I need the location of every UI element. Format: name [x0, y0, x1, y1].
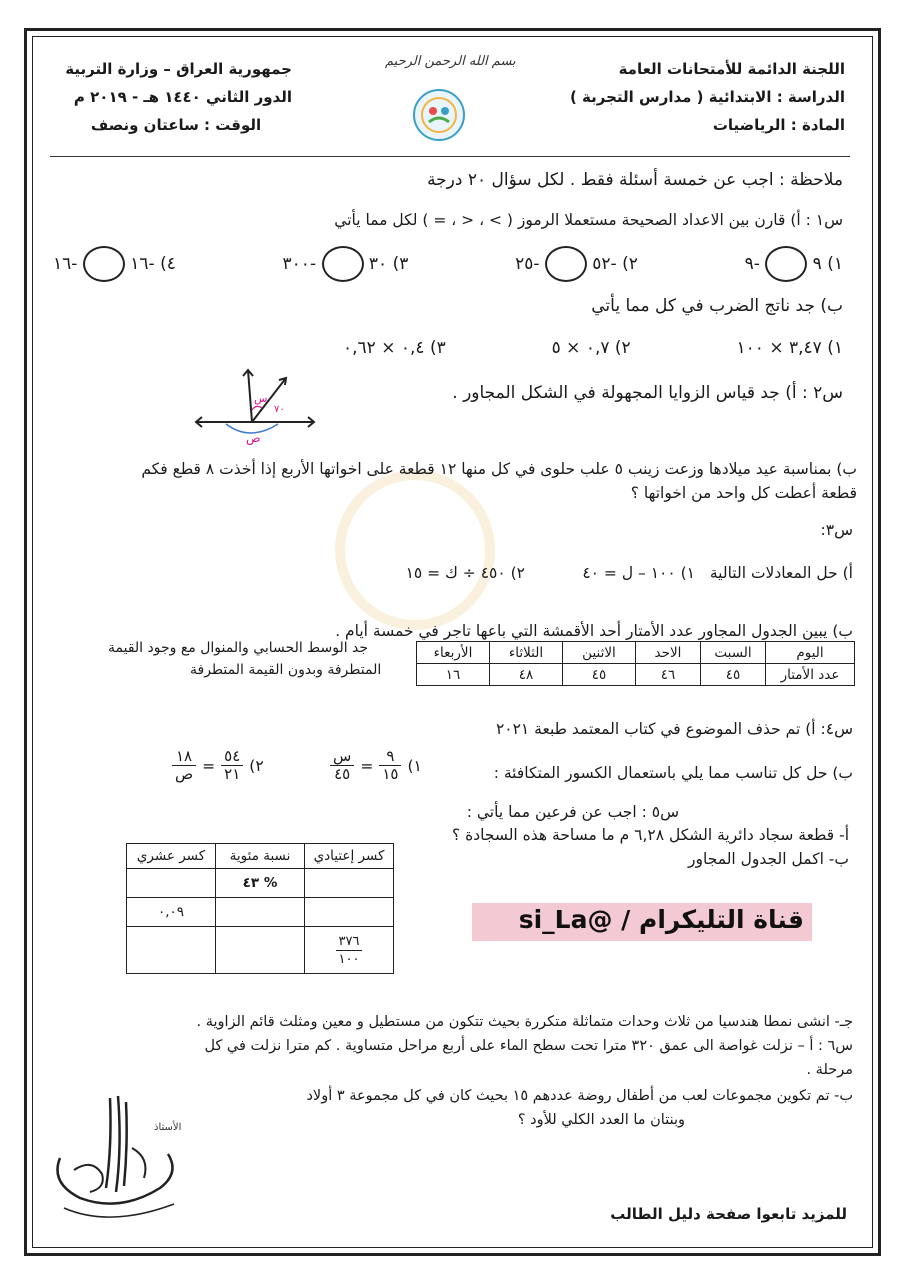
q2-a-text: س٢ : أ) جد قياس الزوايا المجهولة في الشكل المجاور .: [452, 383, 843, 403]
fraction-376-100: $\frac{٣٧٦}{١٠٠}$: [336, 933, 363, 968]
q1-b-text: ب) جد ناتج الضرب في كل مما يأتي: [591, 296, 843, 316]
q4-a-text: س٤: أ) تم حذف الموضوع في كتاب المعتمد طبعة ٢٠٢١: [495, 720, 853, 738]
q6-a-line2: مرحلة .: [806, 1062, 853, 1078]
fraction-s-45: $\frac{\text{س}}{٤٥}$: [330, 748, 354, 783]
table-header-cell: الاثنين: [563, 642, 636, 664]
fractions-table: [126, 843, 394, 974]
proportion-1: ١) $\frac{٩}{١٥}$ = $\frac{\text{س}}{٤٥}$: [330, 748, 422, 783]
table-cell: [305, 927, 394, 974]
table-header-cell: الاحد: [636, 642, 701, 664]
table-row: [127, 844, 394, 869]
proportion-2: ٢) $\frac{٥٤}{٢١}$ = $\frac{١٨}{\text{ص}}$: [172, 748, 264, 783]
signature-label: الأستاذ: [154, 1122, 182, 1133]
q3-b-text: ب) يبين الجدول المجاور عدد الأمتار أحد الأقمشة التي باعها تاجر في خمسة أيام .: [335, 622, 853, 640]
q5-a-text: أ- قطعة سجاد دائرية الشكل ٦,٢٨ م ما مساحة هذه السجادة ؟: [451, 826, 849, 844]
table-cell[interactable]: [216, 898, 305, 927]
q3-side-line2: المتطرفة وبدون القيمة المتطرفة: [190, 662, 382, 678]
table-row: [127, 898, 394, 927]
compare-item-3: ٣) ٣٠ -٣٠٠: [283, 246, 409, 282]
table-row: [417, 642, 855, 664]
table-cell: ٤٥: [701, 664, 766, 686]
header-time: الوقت : ساعتان ونصف: [90, 116, 262, 134]
emblem-logo: [412, 88, 466, 142]
footer-follow-text: للمزيد تابعوا صفحة دليل الطالب: [610, 1205, 847, 1223]
angle-label-70: ٧٠: [274, 404, 285, 415]
table-header-cell: السبت: [701, 642, 766, 664]
days-meters-table: [416, 641, 855, 686]
table-header-cell: اليوم: [766, 642, 855, 664]
compare-circle-2[interactable]: [545, 246, 587, 282]
header-session: الدور الثاني ١٤٤٠ هـ - ٢٠١٩ م: [73, 88, 292, 106]
compare-circle-1[interactable]: [765, 246, 807, 282]
compare-item-2: ٢) -٥٢ -٢٥: [515, 246, 638, 282]
telegram-banner: [472, 903, 812, 941]
table-cell[interactable]: [127, 927, 216, 974]
table-cell[interactable]: [305, 869, 394, 898]
table-cell[interactable]: [127, 869, 216, 898]
table-header-cell: كسر إعتيادي: [305, 844, 394, 869]
compare-item-1: ١) ٩ -٩: [745, 246, 843, 282]
q3-a-text: أ) حل المعادلات التالية: [709, 564, 853, 582]
basmala: بسم الله الرحمن الرحيم: [385, 54, 516, 69]
q3-title: س٣:: [820, 521, 853, 539]
q6-a-line1: س٦ : أ – نزلت غواصة الى عمق ٣٢٠ مترا تحت سطح الماء على أربع مراحل متساوية . كم مترا نزلت في كل: [204, 1038, 853, 1054]
q3-eq2: ٢) ٤٥٠ ÷ ك = ١٥: [405, 564, 525, 582]
table-header-cell: الأربعاء: [417, 642, 490, 664]
q5-c-text: جـ- انشى نمطا هندسيا من ثلاث وحدات متماثلة متكررة بحيث تتكون من مستطيل و معين ومثلث قائم الزاوية .: [196, 1014, 853, 1030]
q2-b-line1: ب) بمناسبة عيد ميلادها وزعت زينب ٥ علب حلوى في كل منها ١٢ قطعة على اخواتها الأربع إذا أخذت ٨ قطع فكم: [141, 460, 857, 478]
table-header-cell: الثلاثاء: [490, 642, 563, 664]
q1-a-text: س١ : أ) قارن بين الاعداد الصحيحة مستعملا الرموز ( > ، < ، = ) لكل مما يأتي: [334, 211, 843, 229]
header-study: الدراسة : الابتدائية ( مدارس التجربة ): [569, 88, 845, 106]
table-header-cell: كسر عشري: [127, 844, 216, 869]
product-item-2: ٢) ٠,٧ × ٥: [551, 338, 631, 358]
table-cell: % ٤٣: [216, 869, 305, 898]
table-cell: ٠,٠٩: [127, 898, 216, 927]
q4-b-text: ب) حل كل تناسب مما يلي باستعمال الكسور المتكافئة :: [493, 764, 853, 782]
q1-products-row: [343, 338, 843, 358]
q5-title: س٥ : اجب عن فرعين مما يأتي :: [466, 803, 679, 821]
header-committee: اللجنة الدائمة للأمتحانات العامة: [618, 60, 845, 78]
q3-side-line1: جد الوسط الحسابي والمنوال مع وجود القيمة: [108, 640, 369, 656]
watermark-seal: [335, 470, 495, 630]
product-item-1: ١) ٣,٤٧ × ١٠٠: [736, 338, 843, 358]
table-header-cell: نسبة مئوية: [216, 844, 305, 869]
table-cell: ٤٦: [636, 664, 701, 686]
table-cell: ٤٥: [563, 664, 636, 686]
compare-circle-3[interactable]: [322, 246, 364, 282]
table-row: [417, 664, 855, 686]
header-divider: [50, 156, 850, 157]
q2-b-line2: قطعة أعطت كل واحد من اخواتها ؟: [630, 484, 857, 502]
fraction-9-15: $\frac{٩}{١٥}$: [379, 748, 401, 783]
q6-b-line1: ب- تم تكوين مجموعات لعب من أطفال روضة عددهم ١٥ بحيث كان في كل مجموعة ٣ أولاد: [306, 1088, 853, 1104]
q5-b-text: ب- اكمل الجدول المجاور: [688, 850, 849, 868]
table-row: [127, 869, 394, 898]
exam-note: ملاحظة : اجب عن خمسة أسئلة فقط . لكل سؤال ٢٠ درجة: [427, 170, 843, 190]
teacher-signature: [40, 1088, 190, 1230]
table-cell[interactable]: [216, 927, 305, 974]
q3-eq1: ١) ١٠٠ – ل = ٤٠: [582, 564, 695, 582]
product-item-3: ٣) ٠,٤ × ٠,٦٢: [343, 338, 446, 358]
table-row: [127, 927, 394, 974]
header-subject: المادة : الرياضيات: [712, 116, 845, 134]
table-cell: عدد الأمتار: [766, 664, 855, 686]
table-cell: ١٦: [417, 664, 490, 686]
table-cell: ٤٨: [490, 664, 563, 686]
compare-item-4: ٤) -١٦ -١٦: [53, 246, 176, 282]
fraction-54-21: $\frac{٥٤}{٢١}$: [221, 748, 243, 783]
telegram-channel-text: قناة التليكرام / @si_La: [518, 905, 804, 934]
compare-circle-4[interactable]: [83, 246, 125, 282]
q1-compare-row: [53, 246, 843, 282]
fraction-18-sad: $\frac{١٨}{\text{ص}}$: [172, 748, 196, 783]
header-ministry: جمهورية العراق – وزارة التربية: [65, 60, 292, 78]
table-cell[interactable]: [305, 898, 394, 927]
angle-figure: [190, 362, 320, 446]
angle-label-s: س: [254, 392, 268, 405]
angle-label-sad: ص: [246, 431, 261, 445]
q6-b-line2: وبنتان ما العدد الكلي للأود ؟: [517, 1112, 685, 1128]
